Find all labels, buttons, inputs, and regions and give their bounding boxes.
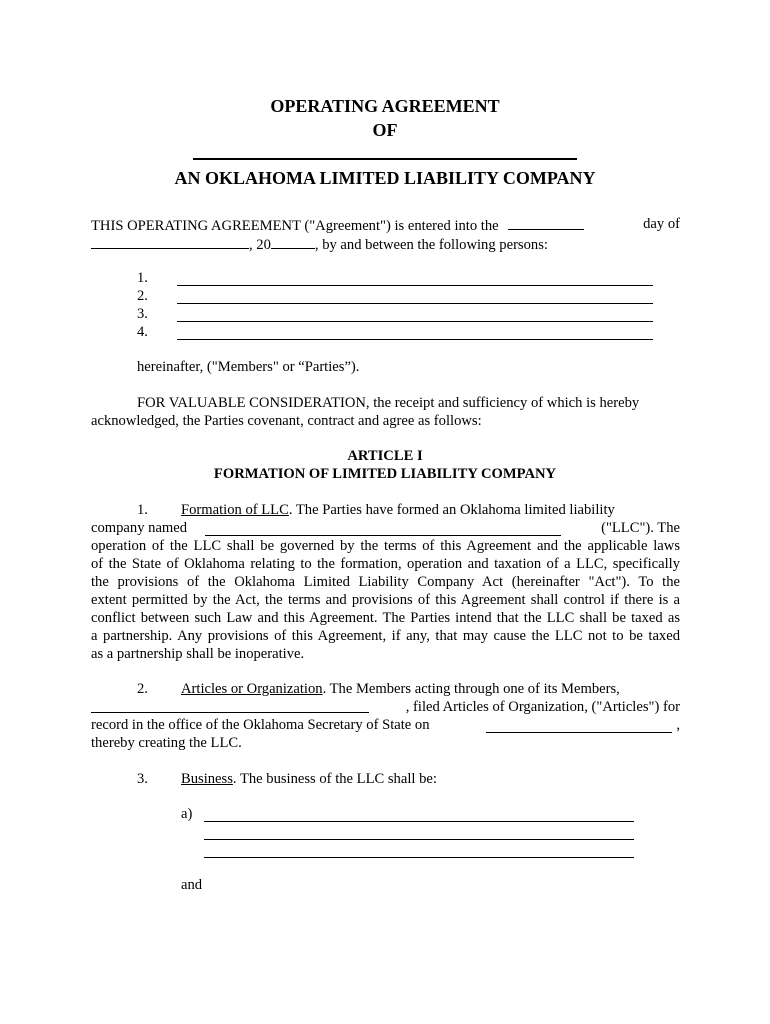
section-2-record-text: record in the office of the Oklahoma Secretary of State on	[91, 717, 430, 733]
section-1-number: 1.	[137, 502, 148, 518]
section-1-body-line: the provisions of the Oklahoma Limited Liability Company Act (hereinafter "Act"). To the	[91, 574, 680, 590]
section-2-line-3	[91, 717, 680, 734]
document-title: OPERATING AGREEMENT	[270, 96, 500, 116]
section-2-number: 2.	[137, 681, 148, 697]
section-1-body-line: a partnership. Any provisions of this Agreement, if any, that may cause the LLC not to be taxed	[91, 628, 680, 644]
llc-name-blank[interactable]	[205, 522, 561, 536]
month-blank[interactable]	[91, 235, 249, 249]
intro-day-of: day of	[643, 216, 680, 232]
business-blank-1[interactable]	[204, 821, 634, 822]
intro-year-prefix: , 20	[249, 237, 271, 253]
section-2-filed-text: , filed Articles of Organization, ("Articles") for	[405, 699, 680, 715]
party-4-blank[interactable]	[177, 339, 653, 340]
company-name-blank[interactable]	[193, 158, 577, 160]
business-blank-2[interactable]	[204, 839, 634, 840]
member-name-blank[interactable]	[91, 699, 369, 713]
party-2-blank[interactable]	[177, 303, 653, 304]
year-blank[interactable]	[271, 235, 315, 249]
section-1-lead-text: . The Parties have formed an Oklahoma limited liability	[288, 502, 615, 518]
hereinafter-text: hereinafter, ("Members" or “Parties”).	[137, 359, 360, 375]
document-subtitle: AN OKLAHOMA LIMITED LIABILITY COMPANY	[174, 168, 596, 188]
party-number-4: 4.	[137, 324, 148, 340]
section-1-last-line: as a partnership shall be inoperative.	[91, 646, 305, 662]
section-3-lead-text: . The business of the LLC shall be:	[232, 771, 437, 787]
intro-line-1	[91, 216, 680, 235]
section-2-line-2	[91, 699, 680, 718]
company-named-label: company named	[91, 520, 188, 536]
party-number-3: 3.	[137, 306, 148, 322]
section-3-and: and	[181, 877, 203, 893]
section-3-item-a: a)	[181, 806, 193, 822]
document-title-of: OF	[372, 120, 398, 140]
section-1-line-2	[91, 520, 680, 537]
section-1-body-line: conflict between such Law and this Agreement. The Parties intend that the LLC shall be taxed as	[91, 610, 680, 626]
consideration-line-1: FOR VALUABLE CONSIDERATION, the receipt and sufficiency of which is hereby	[137, 395, 640, 411]
intro-text: THIS OPERATING AGREEMENT ("Agreement") is entered into the	[91, 218, 499, 234]
intro-persons: , by and between the following persons:	[314, 237, 548, 253]
section-2-last-line: thereby creating the LLC.	[91, 735, 242, 751]
consideration-line-2: acknowledged, the Parties covenant, contract and agree as follows:	[91, 413, 482, 429]
party-1-blank[interactable]	[177, 285, 653, 286]
section-1-body-line: of the State of Oklahoma relating to the formation, operation and taxation of a LLC, specifically	[91, 556, 680, 572]
section-1-heading: Formation of LLC	[181, 502, 289, 518]
day-blank[interactable]	[508, 216, 584, 230]
party-number-2: 2.	[137, 288, 148, 304]
section-3-heading: Business	[181, 771, 233, 787]
section-1-body-line: extent permitted by the Act, the terms and provisions of this Agreement shall control if there is a	[91, 592, 680, 608]
section-2-comma: ,	[676, 717, 680, 733]
section-2-lead-text: . The Members acting through one of its Members,	[322, 681, 620, 697]
section-3-lead	[181, 771, 437, 788]
filing-date-blank[interactable]	[486, 719, 672, 733]
intro-line-2	[91, 235, 548, 254]
party-3-blank[interactable]	[177, 321, 653, 322]
article-title: FORMATION OF LIMITED LIABILITY COMPANY	[213, 466, 557, 482]
article-number: ARTICLE I	[347, 448, 423, 464]
section-2-heading: Articles or Organization	[181, 681, 323, 697]
party-number-1: 1.	[137, 270, 148, 286]
section-1-body-line: operation of the LLC shall be governed by the terms of this Agreement and the applicable laws	[91, 538, 680, 554]
llc-label: ("LLC"). The	[601, 520, 680, 536]
business-blank-3[interactable]	[204, 857, 634, 858]
section-3-number: 3.	[137, 771, 148, 787]
